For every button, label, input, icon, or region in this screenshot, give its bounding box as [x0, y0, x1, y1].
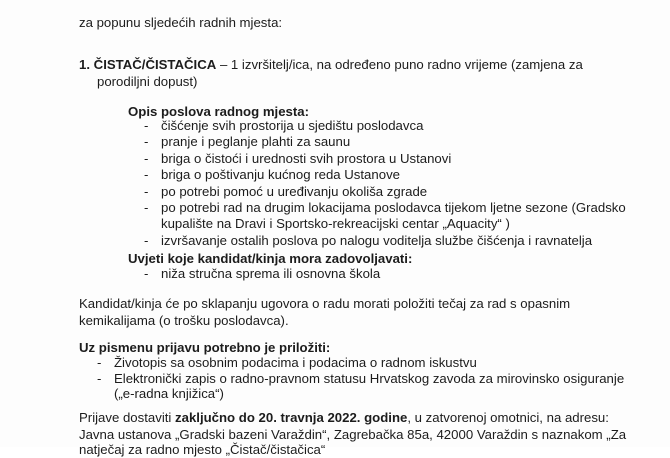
list-item: - čišćenje svih prostorija u sjedištu poslodavca — [144, 118, 424, 133]
dash-bullet: - — [144, 118, 149, 133]
list-item: - izvršavanje ostalih poslova po nalogu voditelja službe čišćenja i ravnatelja — [144, 232, 593, 248]
list-item: - briga o poštivanju kućnog reda Ustanove — [144, 167, 400, 183]
list-item: - Elektronički zapis o radno-pravnom statusu Hrvatskog zavoda za mirovinsko osiguranje — [97, 370, 625, 386]
list-item-continuation: („e-radna knjižica“) — [114, 386, 224, 401]
list-item: - po potrebi rad na drugim lokacijama poslodavca tijekom ljetne sezone (Gradsko — [144, 199, 626, 215]
list-item: - niža stručna sprema ili osnovna škola — [144, 266, 381, 281]
closing-line2: Javna ustanova „Gradski bazeni Varaždin“, Zagrebačka 85a, 42000 Varaždin s naznakom „Za — [79, 427, 627, 442]
job-title-line — [79, 56, 583, 73]
attachments-list — [97, 355, 624, 402]
attachments-heading: Uz pismenu prijavu potrebno je priložiti: — [79, 340, 331, 355]
duties-list — [144, 118, 626, 249]
dash-bullet: - — [97, 370, 102, 386]
course-note-line1: Kandidat/kinja će po sklapanju ugovora o radu morati položiti tečaj za rad s opasnim — [79, 296, 571, 311]
list-item: - pranje i peglanje plahti za saunu — [144, 134, 351, 150]
job-number: 1. — [79, 57, 90, 72]
dash-bullet: - — [97, 355, 102, 370]
job-description-cont: porodiljni dopust) — [97, 74, 198, 89]
deadline-text: zaključno do 20. travnja 2022. godine — [175, 410, 408, 425]
dash-bullet: - — [144, 183, 149, 199]
dash-bullet: - — [144, 167, 149, 183]
conditions-heading: Uvjeti koje kandidat/kinja mora zadovoljavati: — [128, 251, 413, 266]
dash-bullet: - — [144, 134, 149, 150]
dash-bullet: - — [144, 199, 149, 215]
list-item: - Životopis sa osobnim podacima i podacima o radnom iskustvu — [97, 355, 477, 370]
duties-heading: Opis poslova radnog mjesta: — [128, 104, 309, 119]
closing-line1: Prijave dostaviti zaključno do 20. travnja 2022. godine, u zatvorenoj omotnici, na adresu: — [79, 410, 609, 425]
course-note-line2: kemikalijama (o trošku poslodavca). — [79, 313, 289, 328]
list-item-continuation: kupalište na Dravi i Sportsko-rekreacijski centar „Aquacity“ ) — [161, 216, 510, 232]
conditions-list — [144, 266, 380, 282]
list-item: - briga o čistoći i urednosti svih prostora u Ustanovi — [144, 150, 452, 166]
dash-bullet: - — [144, 266, 149, 281]
intro-text: za popunu sljedećih radnih mjesta: — [79, 15, 283, 30]
dash-bullet: - — [144, 150, 149, 166]
job-title: ČISTAČ/ČISTAČICA — [93, 57, 217, 72]
closing-line3: natječaj za radno mjesto „Čistač/čistačica“ — [79, 442, 326, 457]
dash-bullet: - — [144, 232, 149, 248]
list-item: - po potrebi pomoć u uređivanju okoliša zgrade — [144, 183, 428, 199]
job-description: – 1 izvršitelj/ica, na određeno puno radno vrijeme (zamjena za — [219, 57, 583, 72]
